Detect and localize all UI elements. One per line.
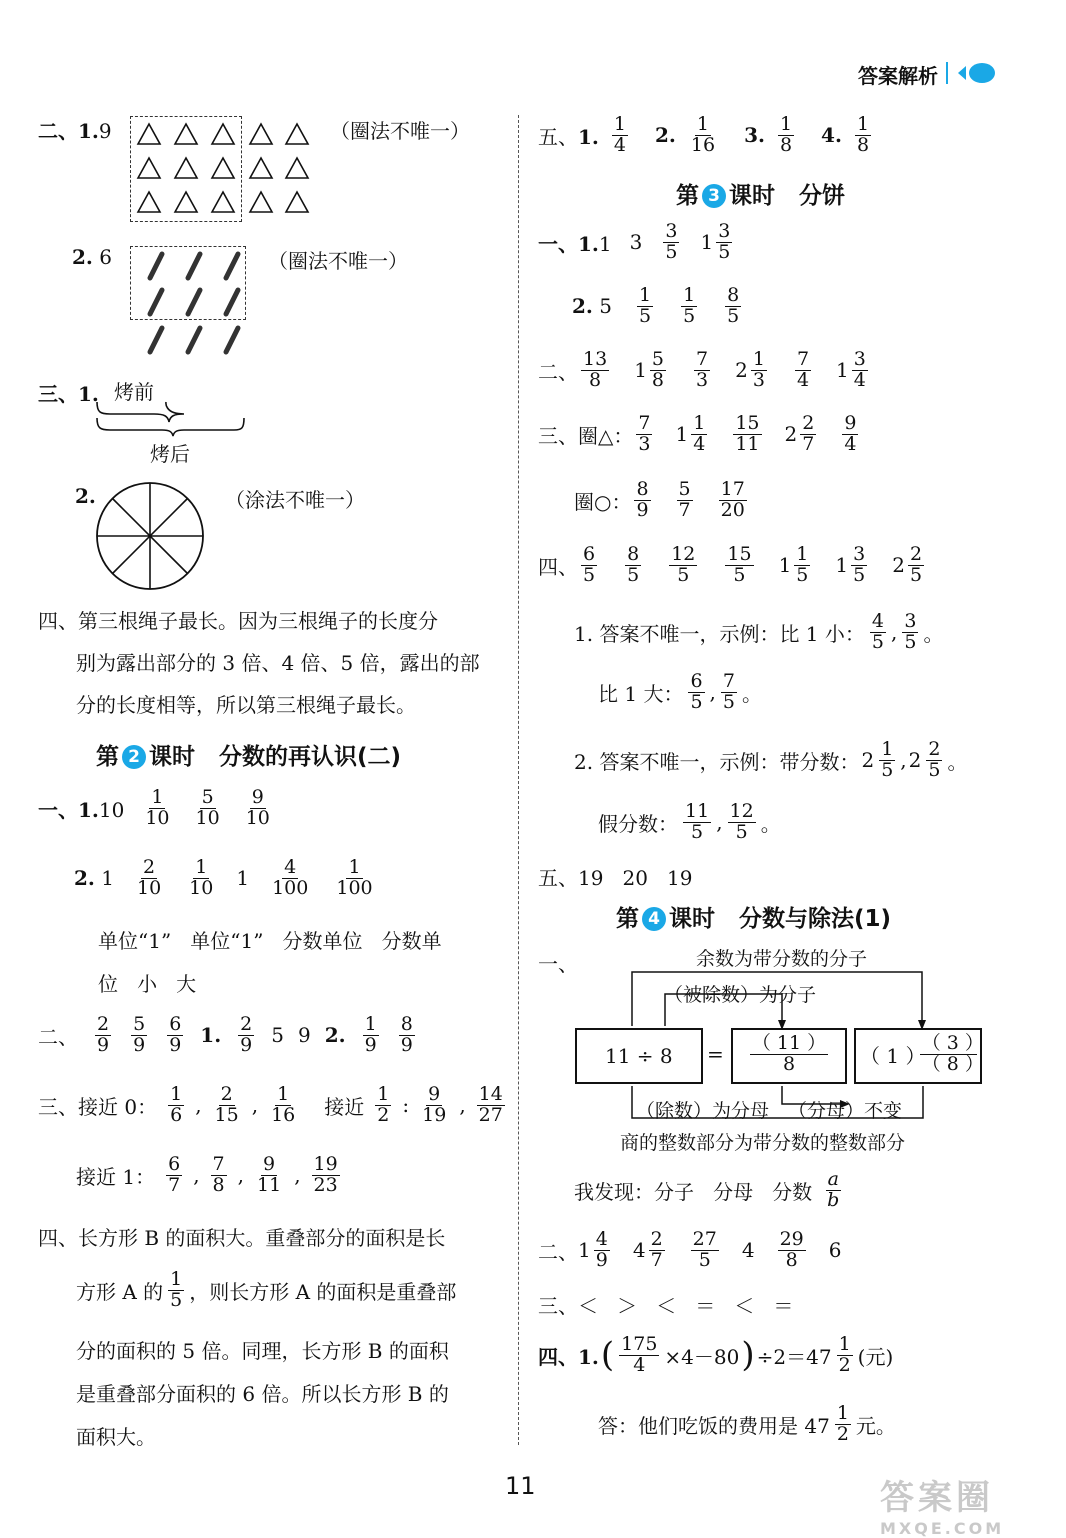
fraction: $\frac{3}{5}$: [904, 610, 917, 653]
fraction: $\frac{3}{5}$: [665, 220, 678, 263]
r-row-4-1a: 1. 答案不唯一，示例：比 1 小： $\frac{4}{5}$ , $\frac{3}{5}$ 。: [574, 610, 944, 653]
fraction: $\frac{9}{4}$: [844, 412, 857, 455]
fraction: $\frac{a}{b}$: [827, 1168, 840, 1211]
fraction: $\frac{4}{5}$: [871, 610, 884, 653]
fraction: $\frac{27}{5}$: [692, 1228, 717, 1271]
answer-value: 6: [99, 245, 112, 269]
item-4-para: [38, 600, 480, 726]
fraction: $\frac{6}{9}$: [169, 1013, 182, 1056]
value: 1: [101, 866, 114, 891]
text: ×4－80: [664, 1344, 740, 1369]
note-paint: （涂法不唯一）: [225, 488, 365, 512]
r-row-4-2a: 2. 答案不唯一，示例：带分数： 2 $\frac{1}{5}$ , 2 $\frac{2}{5}$ 。: [574, 738, 968, 781]
fraction: $\frac{13}{8}$: [583, 348, 608, 391]
para-line: 分的长度相等，所以第三根绳子最长。: [76, 693, 416, 717]
item-label: 2.: [324, 1023, 346, 1048]
box-expression: [575, 1028, 703, 1084]
value: 1: [236, 866, 250, 891]
fraction: $\frac{8}{5}$: [627, 543, 640, 586]
fraction: $\frac{7}{5}$: [722, 670, 735, 713]
l2-row-3b: 接近 1： $\frac{6}{7}$ , $\frac{7}{8}$ , $\frac{9}{11}$ , $\frac{19}{23}$: [76, 1153, 338, 1196]
lesson-3-heading: [676, 177, 845, 210]
l4-row-3: 三、＜ ＞ ＜ ＝ ＜ ＝: [538, 1294, 794, 1318]
l4-row-2: [538, 1230, 842, 1271]
l2-item4-line4: 是重叠部分面积的 6 倍。所以长方形 B 的: [76, 1382, 449, 1406]
mixed-number: 1 $\frac{1}{4}$: [675, 412, 706, 455]
expression: 11 ÷ 8: [605, 1044, 673, 1068]
fraction: $\frac{7}{4}$: [796, 348, 810, 391]
fraction: $\frac{2}{9}$: [240, 1013, 253, 1056]
item-label: 三、圈△：: [538, 423, 634, 448]
fraction: $\frac{7}{3}$: [696, 348, 709, 391]
r-row-5b: 五、19 20 19: [538, 866, 693, 890]
paren-close: ): [741, 1335, 755, 1376]
item-label: 圈○：: [574, 489, 632, 514]
fraction: $\frac{8}{5}$: [727, 284, 740, 327]
fraction: $\frac{175}{4}$: [621, 1333, 658, 1376]
fraction: $\frac{5}{7}$: [678, 478, 691, 521]
r-row-4-1b: 比 1 大： $\frac{6}{5}$ , $\frac{7}{5}$ 。: [598, 670, 762, 713]
text: 比 1 大：: [598, 681, 684, 706]
fraction: $\frac{5}{9}$: [133, 1013, 146, 1056]
para-line: 别为露出部分的 3 倍、4 倍、5 倍，露出的部: [76, 651, 480, 675]
item-label: 一、1.: [538, 231, 599, 256]
fraction: $\frac{1}{5}$: [881, 738, 894, 781]
heading-post: 课时: [149, 744, 195, 770]
fraction: $\frac{1}{2}$: [836, 1402, 849, 1445]
l4-answer: [598, 1404, 896, 1445]
l2-words-2: 位 小 大: [98, 972, 197, 996]
fraction: $\frac{2}{5}$: [928, 738, 941, 781]
l2-item4-line3: 分的面积的 5 倍。同理，长方形 B 的面积: [76, 1339, 449, 1363]
paren-open: (: [600, 1335, 615, 1376]
fraction: $\frac{9}{10}$: [245, 786, 270, 829]
l2-row-2: [38, 1015, 418, 1056]
item-2-2: [72, 245, 112, 269]
l4-finding: [574, 1170, 844, 1211]
fraction: $\frac{12}{5}$: [671, 543, 696, 586]
mixed-number: 2 $\frac{2}{5}$: [892, 543, 923, 586]
watermark-logo: [880, 1470, 1004, 1538]
fraction: $\frac{2}{10}$: [136, 856, 162, 899]
value: 5: [599, 294, 612, 319]
text: 。: [923, 621, 944, 646]
fraction: $\frac{6}{7}$: [168, 1153, 181, 1196]
item-label: 二、: [538, 359, 578, 384]
l2-item4-line2: [76, 1270, 456, 1311]
fraction: $\frac{14}{27}$: [478, 1083, 503, 1126]
text: 方形 A 的: [76, 1279, 164, 1304]
heading-post: 课时: [669, 906, 715, 932]
header-separator: [946, 62, 948, 84]
heading-pre: 第: [616, 906, 639, 932]
text: 2. 答案不唯一，示例：带分数：: [574, 749, 860, 774]
text: 。: [947, 749, 968, 774]
l2-item4-line5: 面积大。: [76, 1425, 156, 1449]
text: 元。: [855, 1413, 896, 1438]
item-label: 二、: [38, 1024, 78, 1049]
r-row-1-2: [572, 286, 744, 327]
mixed-number: 1 $\frac{3}{5}$: [700, 220, 731, 263]
fraction: $\frac{2}{9}$: [97, 1013, 110, 1056]
equals-sign: =: [707, 1042, 724, 1066]
item-label: 4.: [821, 123, 842, 148]
fraction: $\frac{4}{100}$: [272, 856, 309, 899]
fraction: $\frac{2}{15}$: [214, 1083, 239, 1126]
item-label: 接近 1：: [76, 1164, 156, 1189]
fraction: $\frac{12}{5}$: [729, 800, 754, 843]
fraction: $\frac{1}{16}$: [690, 113, 716, 156]
fraction: $\frac{1}{5}$: [638, 284, 652, 327]
item-label: 2.: [654, 123, 676, 148]
fraction: $\frac{9}{11}$: [257, 1153, 282, 1196]
fraction: $\frac{1}{2}$: [838, 1333, 851, 1376]
heading-pre: 第: [676, 183, 699, 209]
item-label: 3.: [744, 123, 765, 148]
lesson-title: 分数与除法(1): [739, 906, 892, 932]
lesson-number-badge: 2: [122, 745, 146, 769]
fraction: $\frac{7}{8}$: [212, 1153, 225, 1196]
fraction: $\frac{1}{6}$: [170, 1083, 183, 1126]
value: 1: [578, 1238, 591, 1263]
para-line: 四、第三根绳子最长。因为三根绳子的长度分: [38, 609, 438, 633]
item-label: 四、1.: [538, 1344, 599, 1369]
value: 1: [598, 231, 612, 256]
pie-circle: [94, 480, 206, 597]
note-circle-2: （圈法不唯一）: [268, 249, 408, 273]
l2-row-1-1: [38, 788, 275, 829]
watermark-line: MXQE.COM: [880, 1519, 1005, 1538]
item-3-1-label: 三、1.: [38, 382, 99, 406]
box-improper-fraction: [731, 1028, 847, 1084]
heading-pre: 第: [96, 744, 119, 770]
item-label: 五、: [538, 124, 578, 149]
fraction: $\frac{4}{9}$: [595, 1228, 608, 1271]
fraction: $\frac{1}{100}$: [336, 856, 373, 899]
fraction: $\frac{11}{5}$: [685, 800, 710, 843]
value: 4: [741, 1238, 755, 1263]
item-label: 1.: [200, 1023, 222, 1048]
fraction: $\frac{1}{10}$: [145, 786, 170, 829]
r-row-4-2b: 假分数： $\frac{11}{5}$ , $\frac{12}{5}$ 。: [598, 800, 781, 843]
mixed-number: 1 $\frac{3}{4}$: [836, 348, 866, 391]
fraction: $\frac{1}{10}$: [189, 856, 214, 899]
item-label: 2.: [72, 245, 93, 269]
page-number: 11: [505, 1472, 536, 1500]
label-near: 接近: [324, 1094, 365, 1119]
text: 。: [760, 811, 781, 836]
r-row-1-1: [538, 222, 735, 263]
value: 3: [629, 230, 643, 255]
fraction: $\frac{9}{19}$: [422, 1083, 447, 1126]
text: ÷2＝47: [756, 1344, 832, 1369]
fraction: $\frac{15}{11}$: [735, 412, 760, 455]
text: (元): [857, 1344, 894, 1369]
mixed-number: 1 $\frac{3}{5}$: [835, 543, 866, 586]
lesson-2-heading: [96, 738, 401, 771]
l4-row-4: [538, 1335, 893, 1376]
item-2-1: [38, 115, 112, 144]
text: 1. 答案不唯一，示例：比 1 小：: [574, 621, 865, 646]
lesson-title: 分数的再认识(二): [219, 744, 402, 770]
fraction: $\frac{29}{8}$: [779, 1228, 804, 1271]
fraction: $\frac{8}{9}$: [400, 1013, 413, 1056]
mixed-number: 2 $\frac{2}{7}$: [784, 412, 815, 455]
item-label: 四、: [538, 554, 578, 579]
fraction: $\frac{8}{9}$: [636, 478, 649, 521]
fraction: $\frac{5}{10}$: [195, 786, 220, 829]
item-label: 1.: [578, 124, 599, 149]
l2-row-1-2: [74, 858, 378, 899]
bake-after: 烤后: [150, 442, 190, 466]
l4-mid-text: （被除数）为分子: [664, 984, 817, 1006]
item-label: 2.: [572, 294, 593, 319]
mixed-number: 1 $\frac{1}{5}$: [778, 543, 809, 586]
l2-row-3a: 三、接近 0： $\frac{1}{6}$ , $\frac{2}{15}$ , $\frac{1}{16}$ 接近 $\frac{1}{2}$ : $\frac{9}{19}$ , $\frac{14}{27}$: [38, 1083, 503, 1126]
fraction: $\frac{1}{9}$: [364, 1013, 377, 1056]
lesson-number-badge: 3: [702, 184, 726, 208]
fraction: $\frac{7}{3}$: [638, 412, 651, 455]
column-divider: [518, 115, 519, 1445]
fraction: $\frac{( 3 )}{( 8 )}$: [921, 1032, 984, 1075]
value: 10: [98, 797, 125, 822]
lesson-title: 分饼: [799, 183, 846, 209]
value: 2: [861, 748, 875, 773]
watermark-line: 答案圈: [880, 1478, 994, 1518]
item-label: 2.: [74, 866, 95, 891]
bake-before: 烤前: [114, 380, 154, 404]
item-label: 二、: [538, 1239, 578, 1264]
fraction: $\frac{17}{20}$: [720, 478, 745, 521]
fraction: $\frac{1}{2}$: [377, 1083, 390, 1126]
fraction: $\frac{1}{8}$: [779, 113, 793, 156]
note-circle-1: （圈法不唯一）: [330, 119, 470, 143]
answer-value: 9: [98, 119, 112, 143]
mixed-number: 2 $\frac{1}{3}$: [735, 348, 765, 391]
fraction: $\frac{1}{5}$: [170, 1268, 183, 1311]
heading-post: 课时: [729, 183, 775, 209]
value: 6: [828, 1238, 842, 1263]
text: 答：他们吃饭的费用是 47: [598, 1413, 830, 1438]
fraction: $\frac{1}{5}$: [683, 284, 696, 327]
header-title: 答案解析: [858, 64, 938, 88]
whole-part: （ 1 ）: [860, 1043, 926, 1068]
fraction: $\frac{15}{5}$: [727, 543, 752, 586]
r-row-2: [538, 350, 871, 391]
item-label: 三、接近 0：: [38, 1094, 158, 1119]
box-mixed-number: [854, 1028, 982, 1084]
r-row-4: [538, 545, 927, 586]
fraction: $\frac{( 11 )}{8}$: [751, 1032, 827, 1075]
fraction: $\frac{6}{5}$: [583, 543, 596, 586]
l4-low2-text: （分母）不变: [788, 1100, 903, 1122]
r-row-3a: [538, 414, 861, 455]
value: 2: [908, 748, 922, 773]
l2-item4-line1: 四、长方形 B 的面积大。重叠部分的面积是长: [38, 1226, 446, 1250]
fraction: $\frac{6}{5}$: [690, 670, 703, 713]
text: 假分数：: [598, 811, 678, 836]
l2-words-1: 单位“1” 单位“1” 分数单位 分数单: [98, 929, 442, 953]
value: 5: [271, 1023, 284, 1048]
text: ，则长方形 A 的面积是重叠部: [189, 1279, 457, 1304]
text: 我发现：分子 分母 分数: [574, 1179, 813, 1204]
lesson-number-badge: 4: [642, 907, 666, 931]
item-label: 二、1.: [38, 119, 99, 143]
l4-item1-label: 一、: [538, 952, 578, 976]
r-row-3b: [574, 480, 750, 521]
fraction: $\frac{1}{4}$: [613, 113, 626, 156]
fraction: $\frac{19}{23}$: [313, 1153, 338, 1196]
lesson-4-heading: [616, 900, 891, 933]
l4-top-text: 余数为带分数的分子: [696, 948, 868, 970]
value: 9: [298, 1023, 311, 1048]
mixed-number: 4 $\frac{2}{7}$: [632, 1228, 663, 1271]
header-arrow-icon: [956, 60, 996, 91]
item-3-2-label: 2.: [75, 484, 96, 508]
r-row-5: [538, 115, 874, 156]
item-label: 一、1.: [38, 797, 99, 822]
mixed-number: 1 $\frac{5}{8}$: [634, 348, 665, 391]
fraction: $\frac{1}{8}$: [856, 113, 870, 156]
text: 。: [742, 681, 762, 706]
fraction: $\frac{1}{16}$: [271, 1083, 296, 1126]
l4-bottom-text: 商的整数部分为带分数的整数部分: [620, 1132, 906, 1154]
brace-diagram: [94, 398, 254, 443]
l4-low1-text: （除数）为分母: [636, 1100, 770, 1122]
